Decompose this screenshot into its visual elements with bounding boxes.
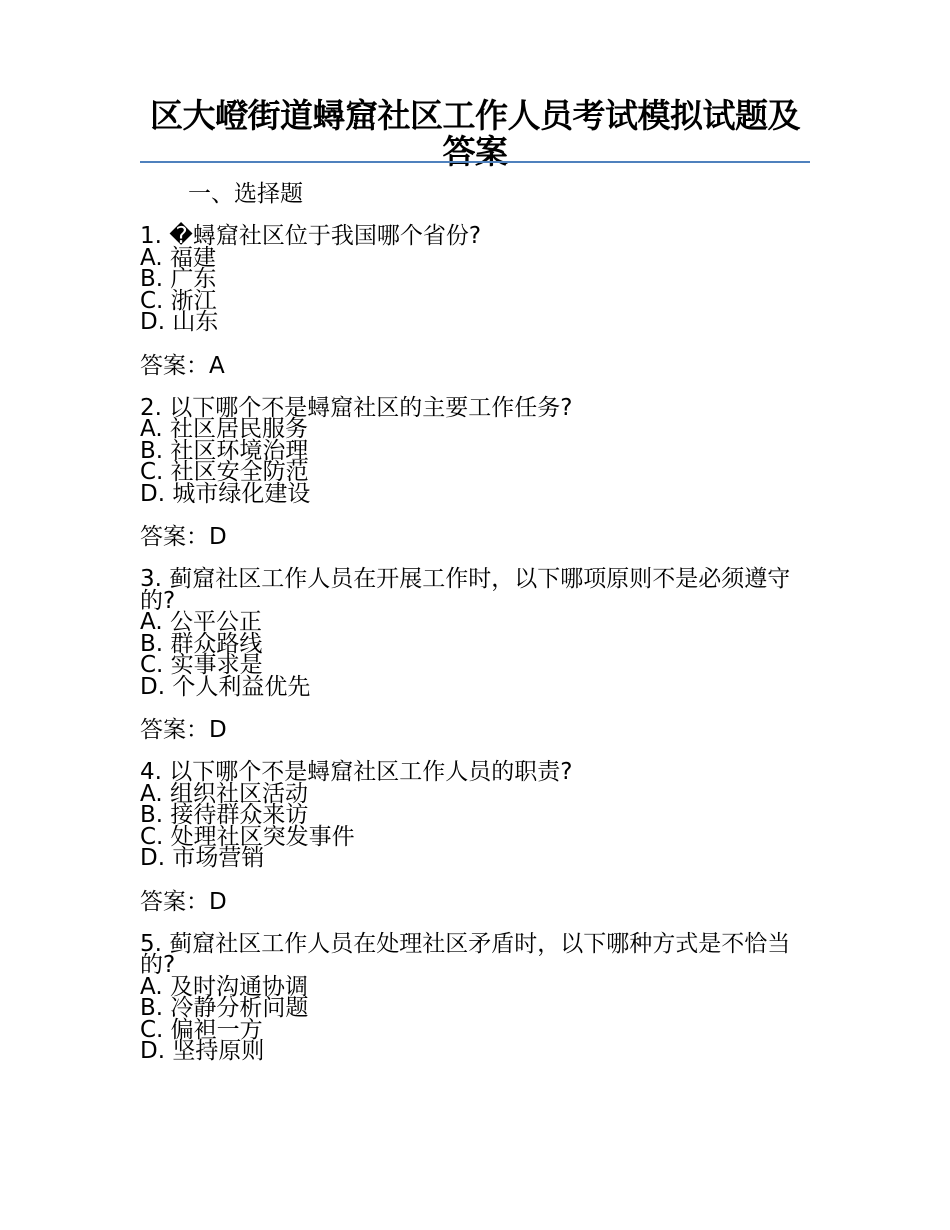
option-list xyxy=(140,973,820,1064)
option-b: B. 广东 xyxy=(140,266,217,292)
option-list xyxy=(140,416,820,507)
question-block xyxy=(140,223,820,379)
option-d: D. 坚持原则 xyxy=(140,1038,265,1064)
answer-line: 答案：D xyxy=(140,524,227,550)
question-stem: 2. 以下哪个不是蟳窟社区的主要工作任务? xyxy=(140,394,573,421)
option-c: C. 浙江 xyxy=(140,287,217,314)
option-list xyxy=(140,609,820,700)
section-heading: 一、选择题 xyxy=(188,181,303,207)
option-b: B. 群众路线 xyxy=(140,630,263,657)
answer-line: 答案：A xyxy=(140,352,225,379)
answer-line: 答案：D xyxy=(140,717,227,743)
option-list xyxy=(140,780,820,871)
question-block xyxy=(140,394,820,550)
option-b: B. 接待群众来访 xyxy=(140,802,309,828)
option-b: B. 冷静分析问题 xyxy=(140,995,309,1021)
option-c: C. 偏袒一方 xyxy=(140,1016,263,1043)
option-list xyxy=(140,244,820,335)
question-stem: 1. �蟳窟社区位于我国哪个省份? xyxy=(140,223,482,249)
option-c: C. 实事求是 xyxy=(140,652,263,678)
option-a: A. 公平公正 xyxy=(140,609,262,635)
option-a: A. 福建 xyxy=(140,244,216,271)
option-d: D. 市场营销 xyxy=(140,845,265,871)
option-d: D. 山东 xyxy=(140,309,219,335)
answer-line: 答案：D xyxy=(140,888,227,915)
option-a: A. 社区居民服务 xyxy=(140,416,308,442)
option-a: A. 及时沟通协调 xyxy=(140,973,308,1000)
title-underline xyxy=(140,161,810,163)
question-stem: 4. 以下哪个不是蟳窟社区工作人员的职责? xyxy=(140,759,573,785)
question-block xyxy=(140,566,820,743)
question-stem: 5. 蓟窟社区工作人员在处理社区矛盾时，以下哪种方式是不恰当的? xyxy=(140,930,791,978)
question-block xyxy=(140,759,820,915)
document-title: 区大嶝街道蟳窟社区工作人员考试模拟试题及答案 xyxy=(150,96,800,171)
option-c: C. 社区安全防范 xyxy=(140,459,309,485)
option-b: B. 社区环境治理 xyxy=(140,437,309,464)
question-block xyxy=(140,930,820,1064)
option-d: D. 个人利益优先 xyxy=(140,673,311,700)
option-a: A. 组织社区活动 xyxy=(140,780,308,807)
option-d: D. 城市绿化建设 xyxy=(140,480,311,507)
question-stem: 3. 蓟窟社区工作人员在开展工作时，以下哪项原则不是必须遵守的? xyxy=(140,566,791,614)
question-list xyxy=(140,223,820,1064)
option-c: C. 处理社区突发事件 xyxy=(140,823,355,850)
